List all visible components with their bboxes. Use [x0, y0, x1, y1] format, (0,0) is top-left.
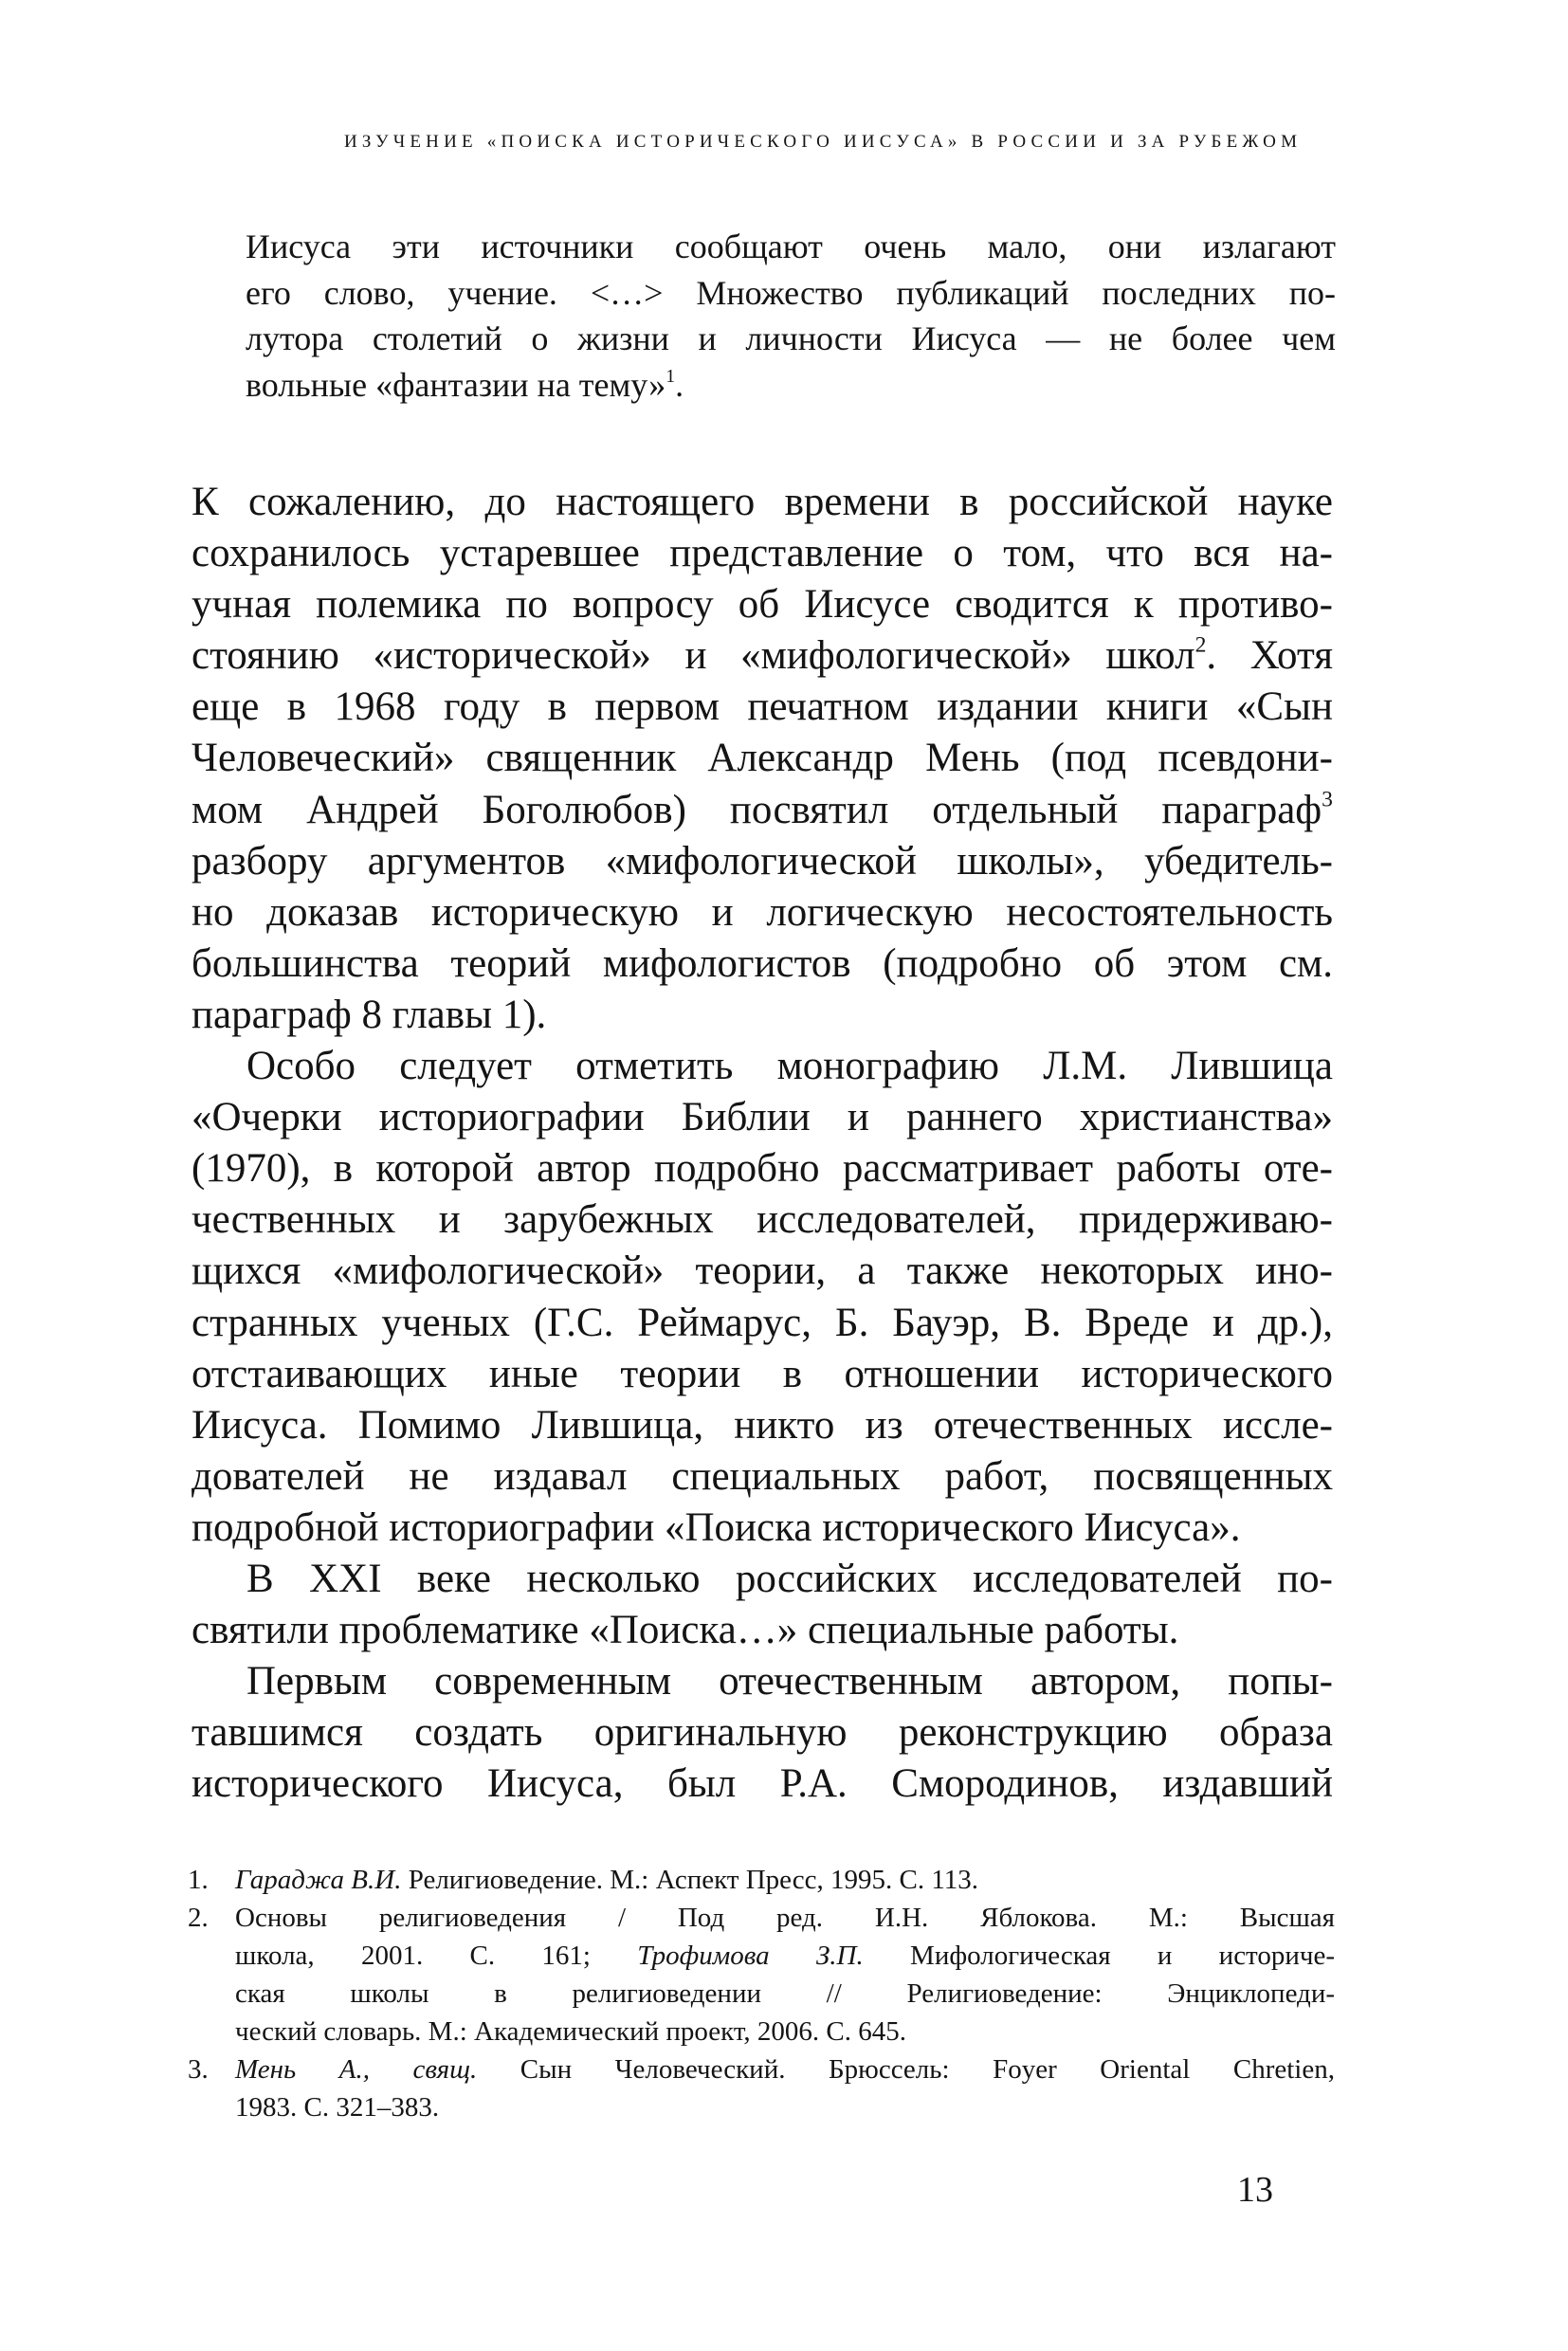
line-text: разбору аргументов «мифологической школы», убедитель- [191, 838, 1333, 884]
quote-line-text: вольные «фантазии на тему» [246, 365, 666, 404]
citation-author: Гараджа В.И. [235, 1865, 402, 1895]
text-line [191, 1451, 1333, 1503]
paragraph [191, 1041, 1333, 1554]
citation-author: Трофимова З.П. [637, 1941, 864, 1971]
running-header: ИЗУЧЕНИЕ «ПОИСКА ИСТОРИЧЕСКОГО ИИСУСА» В РОССИИ И ЗА РУБЕЖОМ [344, 132, 1303, 152]
line-text: Особо следует отметить монографию Л.М. Лившица [246, 1044, 1333, 1089]
text-line [191, 1143, 1333, 1194]
text-line [191, 579, 1333, 630]
quote-line: его слово, учение. <…> Множество публикаций последних по- [246, 273, 1336, 312]
paragraph [191, 477, 1333, 1041]
line-text: Человеческий» священник Александр Мень (под псевдони- [191, 736, 1333, 781]
citation-text: Мифологическая и историче- [863, 1941, 1335, 1971]
footnote-line [235, 2013, 1335, 2050]
line-text: К сожалению, до настоящего времени в российской науке [191, 480, 1333, 524]
footnote-line [235, 1899, 1335, 1937]
text-line [191, 1503, 1333, 1554]
line-text: большинства теорий мифологистов (подробно об этом см. [191, 940, 1333, 986]
block-quote [246, 224, 1336, 408]
paragraph [191, 1554, 1333, 1656]
footnotes [188, 1861, 1335, 2126]
line-text: Первым современным отечественным автором, попы- [246, 1659, 1333, 1704]
line-text: (1970), в которой автор подробно рассматривает работы оте- [191, 1146, 1333, 1192]
text-line [191, 733, 1333, 784]
text-line [191, 939, 1333, 990]
citation-text: Религиоведение. М.: Аспект Пресс, 1995. С. 113. [401, 1865, 979, 1895]
footnote-line [235, 1975, 1335, 2013]
footnote [188, 1861, 1335, 1899]
line-text: . Хотя [1206, 633, 1333, 679]
footnote-ref[interactable]: 3 [1322, 786, 1333, 811]
text-line [191, 1092, 1333, 1143]
quote-line: Иисуса эти источники сообщают очень мало, они излагают [246, 228, 1336, 265]
text-line [191, 1656, 1333, 1707]
line-text: В XXI веке несколько российских исследователей по- [246, 1556, 1333, 1601]
line-text: отстаивающих иные теории в отношении исторического [191, 1351, 1333, 1396]
text-line [191, 1298, 1333, 1349]
line-text: но доказав историческую и логическую несостоятельность [191, 889, 1333, 935]
text-line [191, 1554, 1333, 1605]
citation-text: ческий словарь. М.: Академический проект, 2006. С. 645. [235, 2016, 906, 2047]
text-line [191, 1349, 1333, 1400]
text-line [191, 1605, 1333, 1656]
line-text: мом Андрей Боголюбов) посвятил отдельный параграф [191, 787, 1322, 832]
line-text: дователей не издавал специальных работ, посвященных [191, 1453, 1333, 1499]
footnote-ref[interactable]: 2 [1194, 632, 1207, 658]
footnote-number: 3. [188, 2054, 209, 2085]
text-line [191, 836, 1333, 887]
quote-end-punct: . [675, 365, 684, 404]
footnote [188, 2050, 1335, 2126]
line-text: Иисуса. Помимо Лившица, никто из отечественных иссле- [191, 1402, 1333, 1448]
line-text: подробной историографии «Поиска исторического Иисуса». [191, 1504, 1241, 1550]
citation-author: Мень А., свящ. [235, 2054, 478, 2085]
footnote [188, 1899, 1335, 2050]
footnote-line [235, 2050, 1335, 2088]
text-line [191, 528, 1333, 579]
paragraph [191, 1656, 1333, 1810]
line-text: «Очерки историографии Библии и раннего христианства» [191, 1095, 1333, 1140]
line-text: еще в 1968 году в первом печатном издании книги «Сын [191, 684, 1333, 730]
page-number: 13 [1237, 2170, 1273, 2210]
line-text: странных ученых (Г.С. Реймарус, Б. Бауэр, В. Вреде и др.), [191, 1300, 1333, 1345]
line-text: учная полемика по вопросу об Иисусе сводится к противо- [191, 582, 1333, 628]
text-line [191, 1759, 1333, 1810]
text-line [191, 1041, 1333, 1092]
line-text: стоянию «исторической» и «мифологической» школ [191, 633, 1195, 679]
text-line [191, 1707, 1333, 1759]
text-line [191, 477, 1333, 528]
line-text: исторического Иисуса, был Р.А. Смородинов, издавший [191, 1761, 1333, 1807]
text-line [191, 990, 1333, 1041]
footnote-ref[interactable]: 1 [665, 365, 676, 387]
text-line [191, 785, 1333, 836]
quote-line [246, 362, 1336, 409]
citation-text: Основы религиоведения / Под ред. И.Н. Яблокова. М.: Высшая [235, 1903, 1335, 1933]
line-text: сохранилось устаревшее представление о том, что вся на- [191, 531, 1333, 576]
footnote-line [235, 1937, 1335, 1975]
text-line [191, 1194, 1333, 1246]
citation-text: Сын Человеческий. Брюссель: Foyer Oriental Chretien, [477, 2054, 1335, 2085]
line-text: параграф 8 главы 1). [191, 992, 547, 1037]
line-text: тавшимся создать оригинальную реконструкцию образа [191, 1710, 1333, 1756]
footnote-line [235, 2088, 1335, 2126]
citation-text: школа, 2001. С. 161; [235, 1941, 638, 1971]
footnote-line [235, 1861, 1335, 1899]
body-text [191, 477, 1333, 1810]
line-text: щихся «мифологической» теории, а также некоторых ино- [191, 1248, 1333, 1294]
text-line [191, 1246, 1333, 1297]
line-text: чественных и зарубежных исследователей, придерживаю- [191, 1197, 1333, 1243]
citation-text: ская школы в религиоведении // Религиоведение: Энциклопеди- [235, 1978, 1335, 2009]
citation-text: 1983. С. 321–383. [235, 2092, 440, 2123]
text-line [191, 1400, 1333, 1451]
footnote-number: 2. [188, 1903, 209, 1933]
text-line [191, 887, 1333, 939]
quote-line: лутора столетий о жизни и личности Иисуса — не более чем [246, 319, 1336, 357]
line-text: святили проблематике «Поиска…» специальные работы. [191, 1608, 1179, 1653]
text-line [191, 630, 1333, 682]
footnote-number: 1. [188, 1865, 209, 1895]
text-line [191, 682, 1333, 733]
